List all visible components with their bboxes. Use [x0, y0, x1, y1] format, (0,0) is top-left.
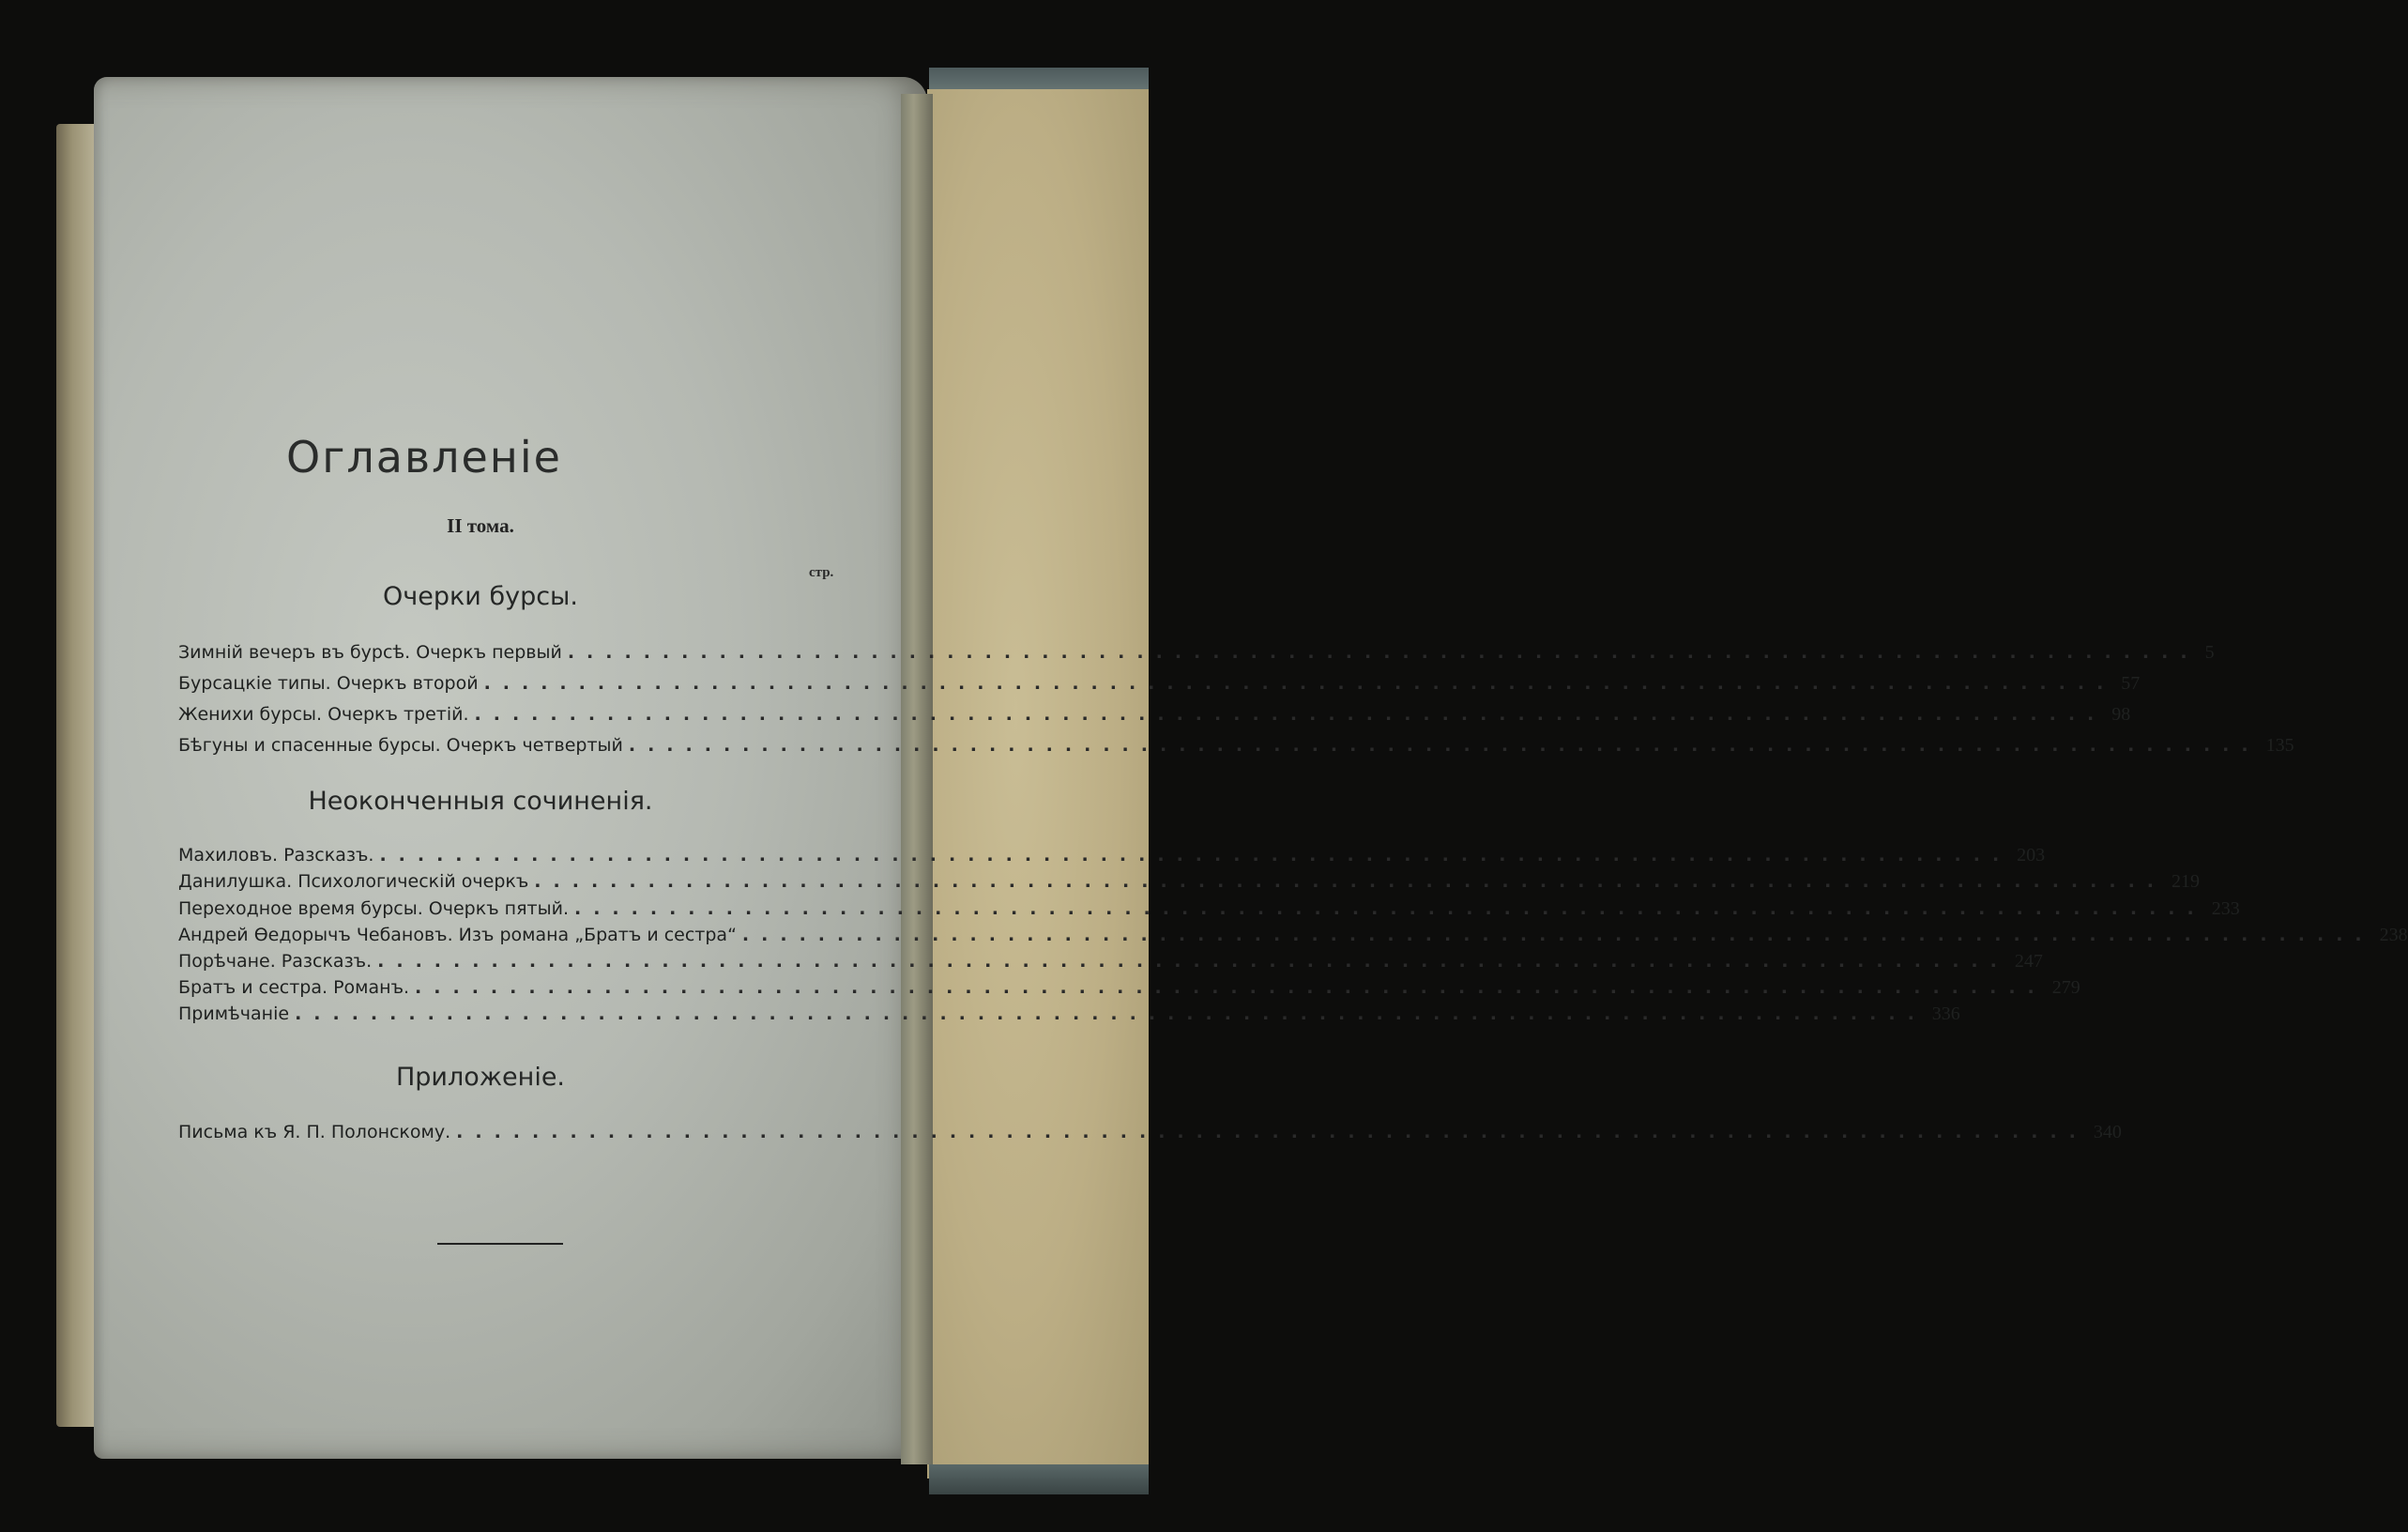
book-gutter [901, 94, 933, 1464]
toc-entry-title: Данилушка. Психологическій очеркъ [178, 871, 529, 892]
toc-entry-page: 279 [2051, 977, 2080, 998]
dot-leader: ...................................................................................... [474, 704, 2107, 725]
toc-entry[interactable] [178, 642, 2215, 668]
section-heading: Приложеніе. [395, 1063, 566, 1092]
toc-entry[interactable] [178, 704, 2131, 730]
dot-leader: ...................................................................................... [567, 642, 2200, 663]
toc-entry-title: Примѣчаніе [178, 1003, 290, 1024]
section-heading: Очерки бурсы. [383, 582, 578, 611]
dot-leader: ...................................................................................... [741, 925, 2374, 945]
toc-entry-page: 233 [2211, 898, 2240, 919]
book-page [94, 77, 927, 1459]
toc-entry-title: Бѣгуны и спасенные бурсы. Очеркъ четвертый [178, 735, 623, 756]
toc-entry[interactable] [178, 925, 2408, 951]
toc-entry[interactable] [178, 845, 2046, 871]
page-column-label: стр. [809, 565, 834, 580]
end-rule [437, 1243, 563, 1245]
dot-leader: ...................................................................................... [628, 735, 2261, 756]
toc-entry-page: 247 [2014, 951, 2043, 972]
dot-leader: ...................................................................................... [377, 951, 2009, 972]
toc-entry[interactable] [178, 1003, 1960, 1030]
toc-entry[interactable] [178, 977, 2080, 1003]
toc-entry-page: 336 [1931, 1003, 1960, 1024]
volume-subtitle: II тома. [447, 514, 514, 537]
toc-entry-page: 98 [2111, 704, 2131, 725]
toc-entry-title: Махиловъ. Разсказъ. [178, 845, 374, 866]
toc-entry-title: Женихи бурсы. Очеркъ третій. [178, 704, 469, 725]
toc-entry-title: Письма къ Я. П. Полонскому. [178, 1122, 451, 1142]
toc-entry-page: 57 [2121, 673, 2141, 694]
dot-leader: ...................................................................................... [295, 1003, 1927, 1024]
toc-entry-title: Андрей Өедорычъ Чебановъ. Изъ романа „Братъ и сестра“ [178, 925, 737, 945]
toc-entry-page: 340 [2093, 1122, 2122, 1142]
toc-entry-title: Зимній вечеръ въ бурсѣ. Очеркъ первый [178, 642, 562, 663]
book-cover-bottom [929, 1464, 1149, 1494]
toc-entry-page: 135 [2265, 735, 2294, 756]
dot-leader: ...................................................................................... [379, 845, 2012, 866]
toc-entry-page: 238 [2379, 925, 2408, 945]
dot-leader: ...................................................................................... [415, 977, 2047, 998]
toc-entry-title: Порѣчане. Разсказъ. [178, 951, 373, 972]
dot-leader: ...................................................................................... [534, 871, 2167, 892]
dot-leader: ...................................................................................... [483, 673, 2116, 694]
page-title: Оглавленіе [286, 432, 562, 483]
toc-entry[interactable] [178, 673, 2141, 699]
toc-entry[interactable] [178, 871, 2201, 897]
toc-entry-title: Бурсацкіе типы. Очеркъ второй [178, 673, 479, 694]
dot-leader: ...................................................................................... [574, 898, 2206, 919]
dot-leader: ...................................................................................... [456, 1122, 2088, 1142]
right-page [927, 89, 1149, 1478]
toc-entry[interactable] [178, 898, 2240, 925]
toc-entry[interactable] [178, 1122, 2122, 1148]
book-left-edge [56, 124, 96, 1427]
toc-entry-title: Переходное время бурсы. Очеркъ пятый. [178, 898, 569, 919]
toc-entry-title: Братъ и сестра. Романъ. [178, 977, 410, 998]
toc-entry-page: 219 [2172, 871, 2201, 892]
toc-entry-page: 203 [2017, 845, 2046, 866]
toc-entry[interactable] [178, 735, 2294, 761]
toc-entry-page: 5 [2204, 642, 2215, 663]
section-heading: Неоконченныя сочиненія. [308, 787, 653, 816]
toc-entry[interactable] [178, 951, 2043, 977]
